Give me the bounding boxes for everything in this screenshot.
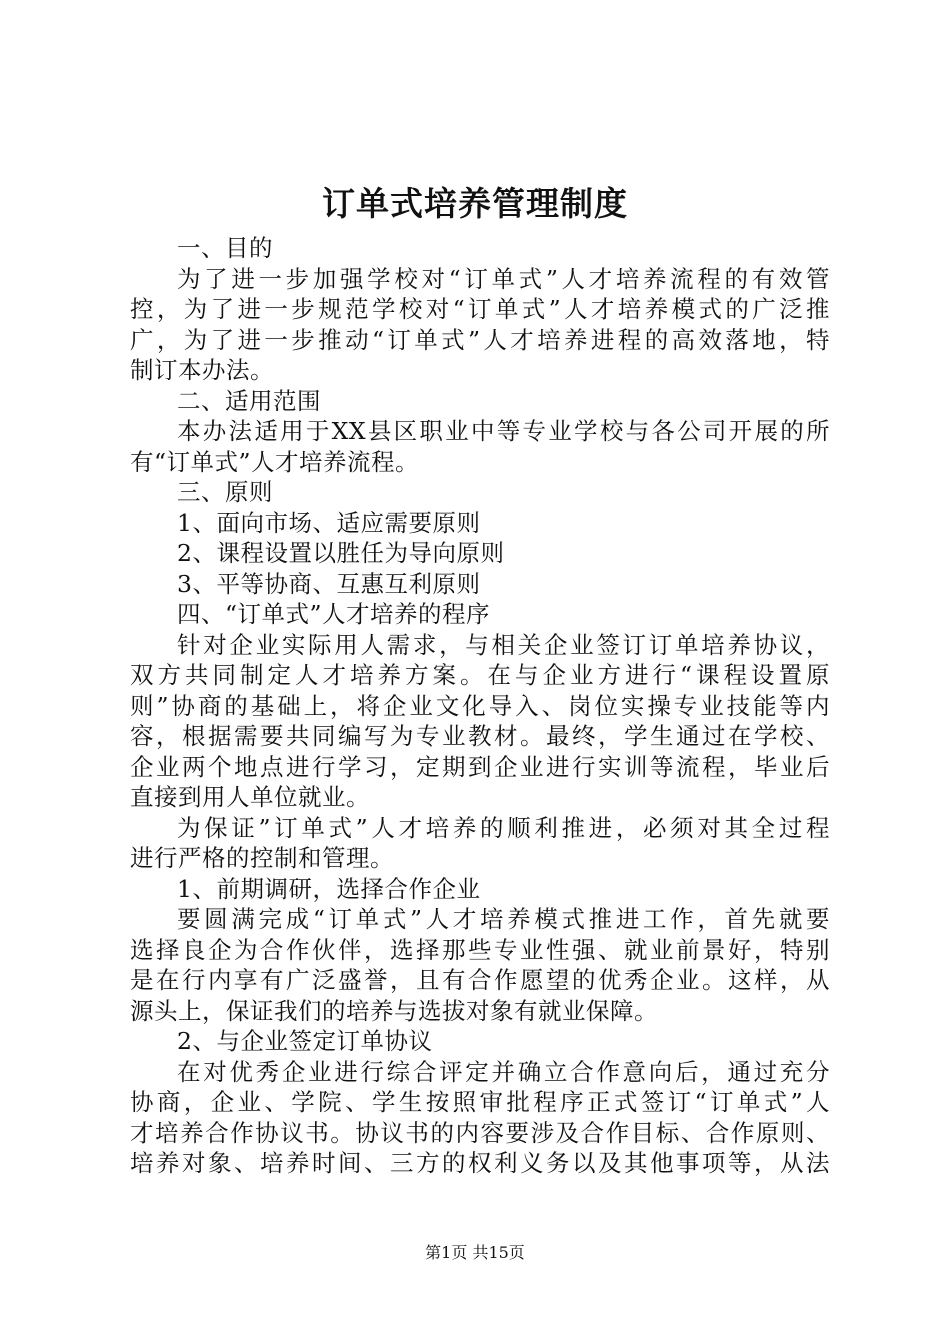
paragraph-agreement <box>130 1057 830 1179</box>
text-line: 有“订单式”人才培养流程。 <box>130 447 420 476</box>
text-line: 3、平等协商、互惠互利原则 <box>177 569 481 598</box>
section-heading-procedure <box>130 599 830 630</box>
text-line: 本办法适用于XX县区职业中等专业学校与各公司开展的所 <box>177 417 830 445</box>
text-line: 针对企业实际用人需求，与相关企业签订订单培养协议， <box>177 630 830 659</box>
principle-item <box>130 569 830 600</box>
paragraph-guarantee <box>130 813 830 874</box>
principle-item <box>130 508 830 539</box>
text-line: 则”协商的基础上，将企业文化导入、岗位实操专业技能等内 <box>130 691 830 720</box>
text-line: 进行严格的控制和管理。 <box>130 844 394 872</box>
text-line: 协商，企业、学院、学生按照审批程序正式签订“订单式”人 <box>130 1088 830 1116</box>
subheading-research <box>130 874 830 905</box>
text-line: 控，为了进一步规范学校对“订单式”人才培养模式的广泛推 <box>130 295 830 323</box>
section-heading-principles <box>130 477 830 508</box>
text-line: 1、前期调研，选择合作企业 <box>177 874 481 903</box>
text-line: 为保证”订单式”人才培养的顺利推进，必须对其全过程 <box>177 813 830 842</box>
paragraph-research <box>130 904 830 1026</box>
text-line: 直接到用人单位就业。 <box>130 783 370 811</box>
text-line: 制订本办法。 <box>130 356 274 384</box>
text-line: 四、“订单式”人才培养的程序 <box>177 600 491 628</box>
text-line: 三、原则 <box>177 478 273 506</box>
text-line: 2、课程设置以胜任为导向原则 <box>177 539 505 567</box>
text-line: 是在行内享有广泛盛誉，且有合作愿望的优秀企业。这样，从 <box>130 966 830 994</box>
page-footer: 第1页 共15页 <box>425 1243 525 1262</box>
paragraph-purpose <box>130 264 830 386</box>
text-line: 二、适用范围 <box>177 386 321 415</box>
text-line: 1、面向市场、适应需要原则 <box>177 508 481 537</box>
paragraph-scope <box>130 416 830 477</box>
text-line: 要圆满完成“订单式”人才培养模式推进工作，首先就要 <box>177 905 830 933</box>
principle-item <box>130 538 830 569</box>
text-line: 一、目的 <box>177 234 273 262</box>
text-line: 为了进一步加强学校对“订单式”人才培养流程的有效管 <box>177 264 830 293</box>
section-heading-scope <box>130 386 830 417</box>
text-line: 双方共同制定人才培养方案。在与企业方进行“课程设置原 <box>130 661 830 689</box>
text-line: 企业两个地点进行学习，定期到企业进行实训等流程，毕业后 <box>130 752 830 781</box>
text-line: 才培养合作协议书。协议书的内容要涉及合作目标、合作原则、 <box>130 1118 830 1147</box>
text-line: 源头上，保证我们的培养与选拔对象有就业保障。 <box>130 996 658 1025</box>
text-line: 2、与企业签定订单协议 <box>177 1027 433 1055</box>
text-line: 在对优秀企业进行综合评定并确立合作意向后，通过充分 <box>177 1057 830 1086</box>
text-line: 容，根据需要共同编写为专业教材。最终，学生通过在学校、 <box>130 722 830 750</box>
document-body <box>130 233 830 1179</box>
subheading-agreement <box>130 1026 830 1057</box>
paragraph-procedure <box>130 630 830 813</box>
text-line: 培养对象、培养时间、三方的权利义务以及其他事项等，从法 <box>130 1149 830 1177</box>
page-title: 订单式培养管理制度 <box>322 184 628 223</box>
text-line: 选择良企为合作伙伴，选择那些专业性强、就业前景好，特别 <box>130 935 830 964</box>
section-heading-purpose <box>130 233 830 264</box>
text-line: 广，为了进一步推动“订单式”人才培养进程的高效落地，特 <box>130 325 830 354</box>
